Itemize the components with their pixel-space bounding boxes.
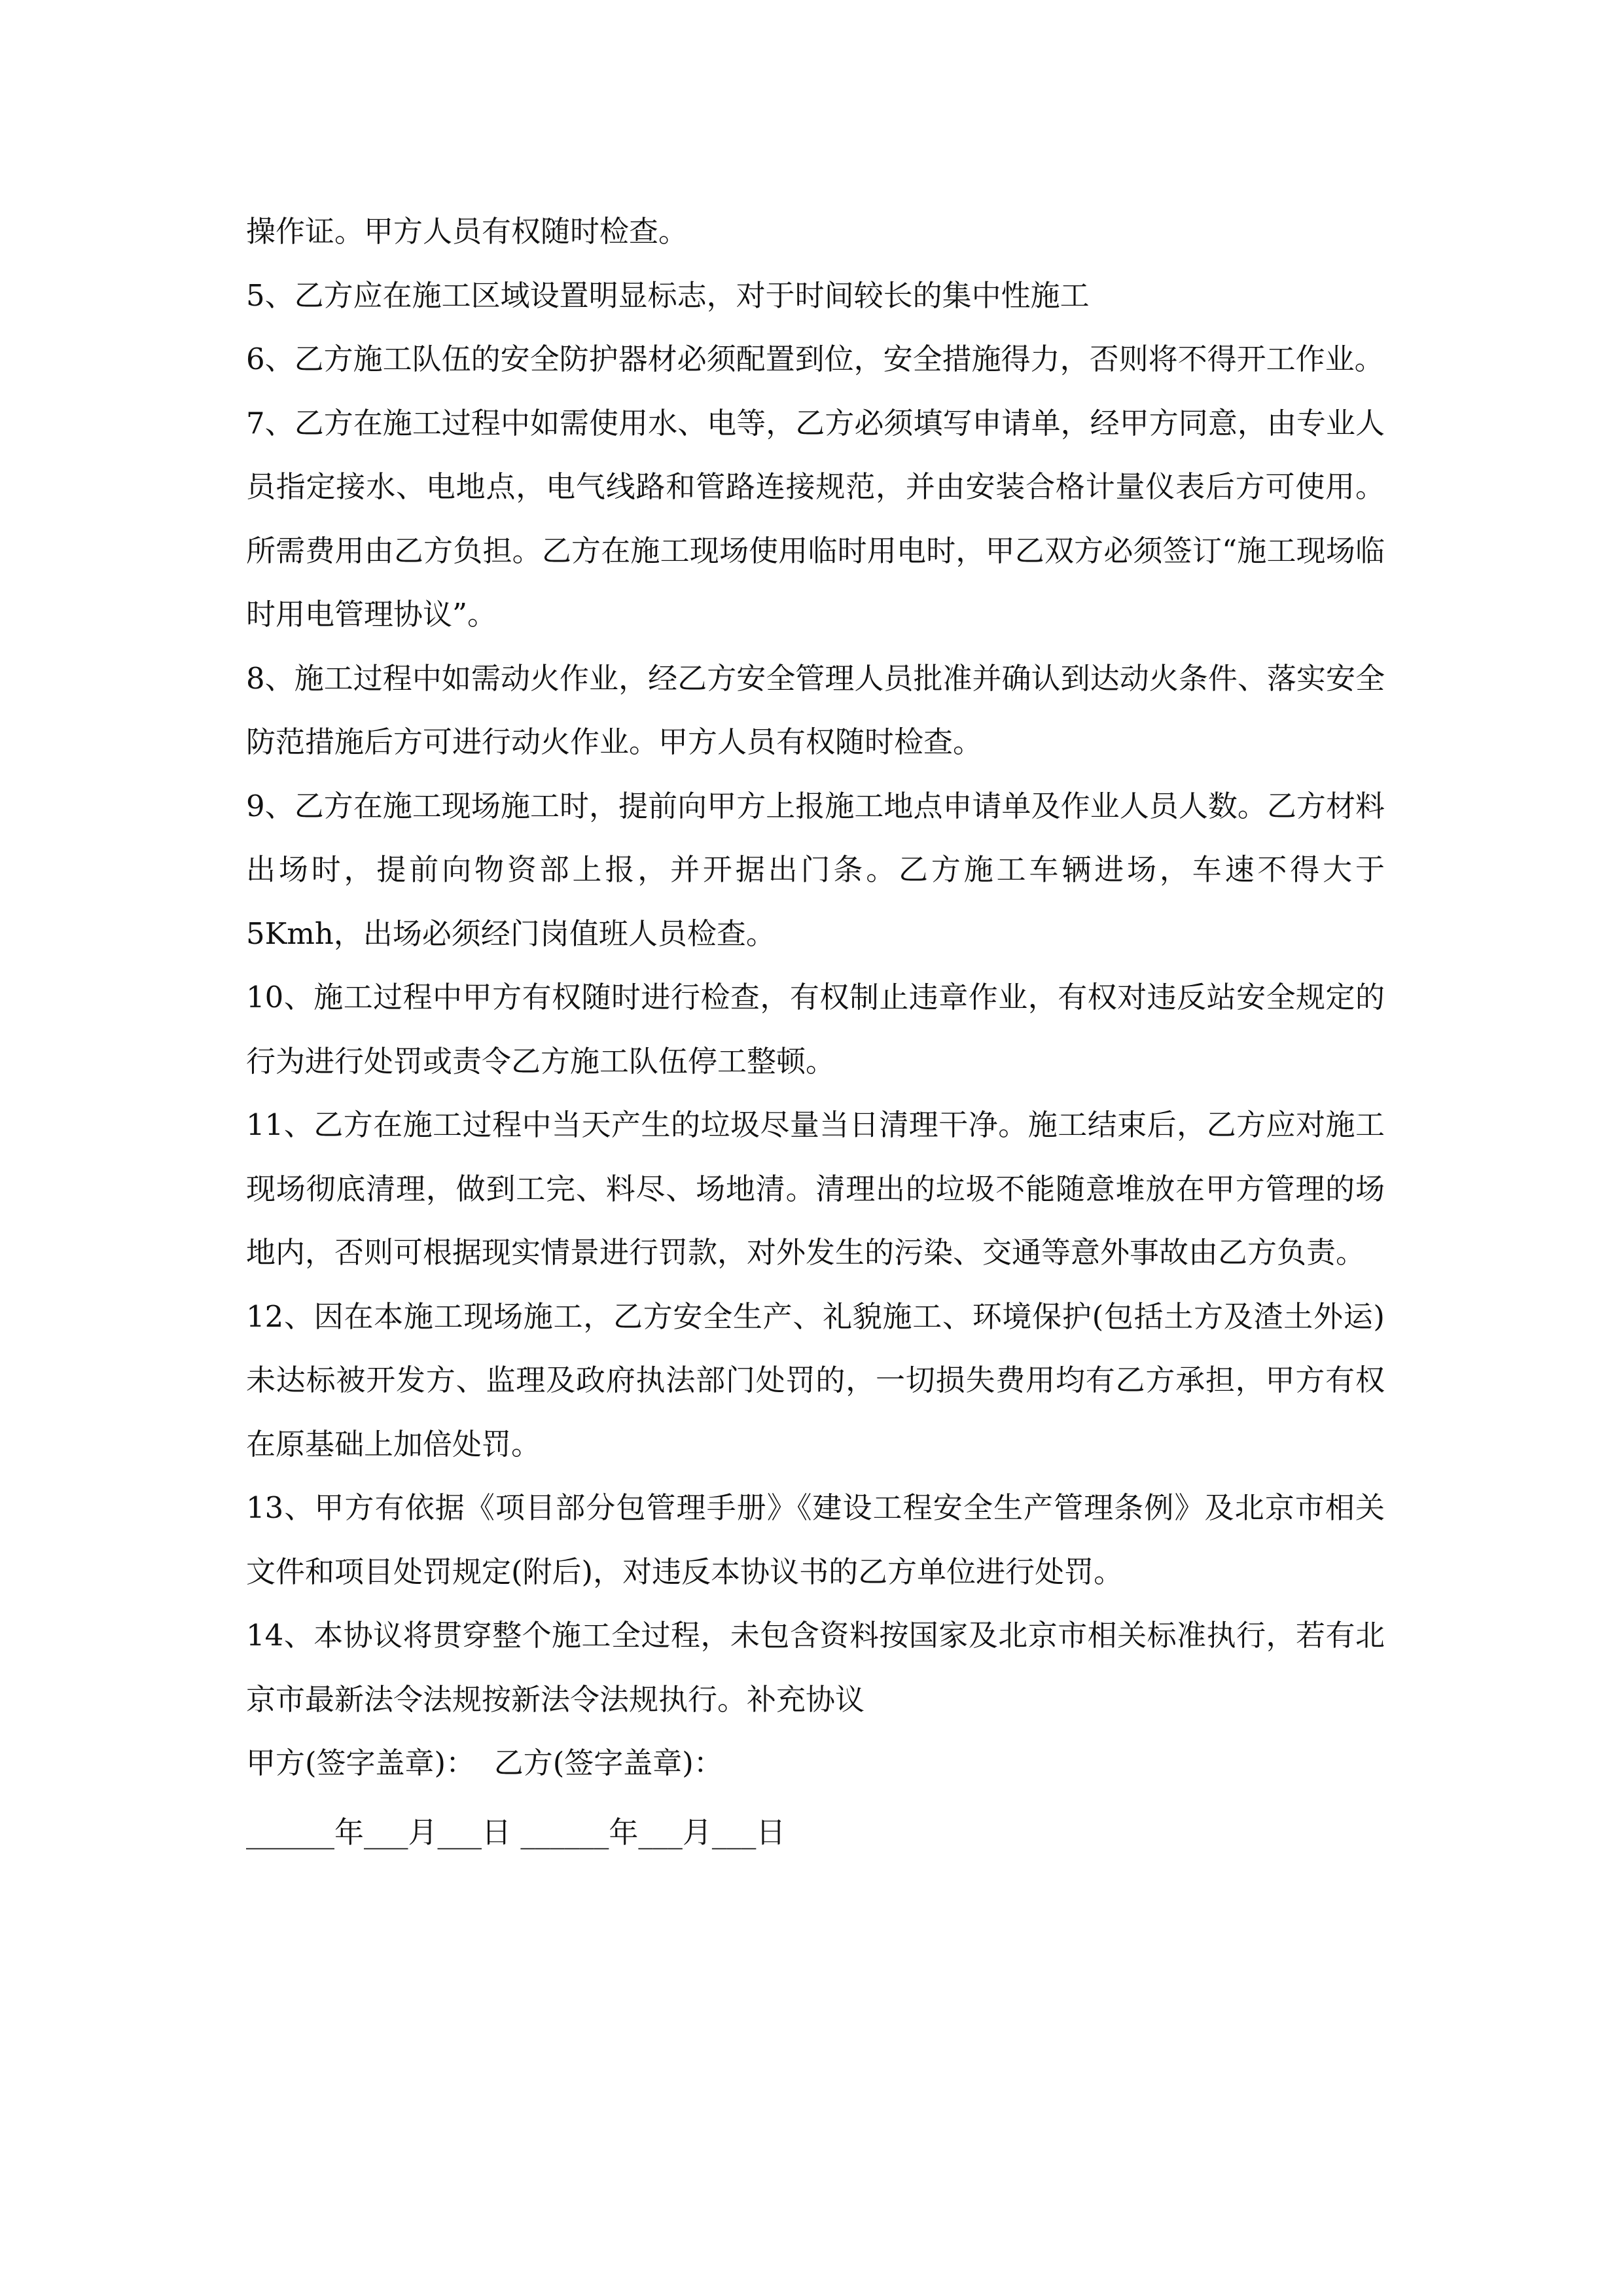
party-b-signature-label: 乙方(签字盖章)： [493, 1746, 723, 1780]
document-body [246, 200, 1385, 1864]
clause-11: 11、乙方在施工过程中当天产生的垃圾尽量当日清理干净。施工结束后，乙方应对施工现场彻底清理，做到工完、料尽、场地清。清理出的垃圾不能随意堆放在甲方管理的场地内，否则可根据现实情景进行罚款，对外发生的污染、交通等意外事故由乙方负责。 [246, 1107, 1385, 1270]
clause-5: 5、乙方应在施工区域设置明显标志，对于时间较长的集中性施工 [246, 278, 1090, 313]
clause-6: 6、乙方施工队伍的安全防护器材必须配置到位，安全措施得力，否则将不得开工作业。 [246, 342, 1384, 376]
party-a-date: ______年___月___日 [246, 1814, 512, 1850]
date-line [246, 1801, 1385, 1865]
party-a-signature-label: 甲方(签字盖章)： [246, 1746, 476, 1780]
clause-7: 7、乙方在施工过程中如需使用水、电等，乙方必须填写申请单，经甲方同意，由专业人员指定接水、电地点，电气线路和管路连接规范，并由安装合格计量仪表后方可使用。所需费用由乙方负担。乙方在施工现场使用临时用电时，甲乙双方必须签订“施工现场临时用电管理协议”。 [246, 405, 1385, 632]
party-b-date: ______年___月___日 [520, 1814, 786, 1850]
clause-10: 10、施工过程中甲方有权随时进行检查，有权制止违章作业，有权对违反站安全规定的行为进行处罚或责令乙方施工队伍停工整顿。 [246, 980, 1385, 1079]
clause-14: 14、本协议将贯穿整个施工全过程，未包含资料按国家及北京市相关标准执行，若有北京市最新法令法规按新法令法规执行。补充协议 [246, 1618, 1385, 1717]
clause-12: 12、因在本施工现场施工，乙方安全生产、礼貌施工、环境保护(包括土方及渣土外运)未达标被开发方、监理及政府执法部门处罚的，一切损失费用均有乙方承担，甲方有权在原基础上加倍处罚。 [246, 1299, 1385, 1462]
clause-9: 9、乙方在施工现场施工时，提前向甲方上报施工地点申请单及作业人员人数。乙方材料出场时，提前向物资部上报，并开据出门条。乙方施工车辆进场，车速不得大于5Kmh，出场必须经门岗值班人员检查。 [246, 788, 1385, 951]
paragraph-continuation: 操作证。甲方人员有权随时检查。 [246, 214, 688, 249]
clause-13: 13、甲方有依据《项目部分包管理手册》《建设工程安全生产管理条例》及北京市相关文件和项目处罚规定(附后)，对违反本协议书的乙方单位进行处罚。 [246, 1490, 1385, 1589]
clause-8: 8、施工过程中如需动火作业，经乙方安全管理人员批准并确认到达动火条件、落实安全防范措施后方可进行动火作业。甲方人员有权随时检查。 [246, 660, 1385, 759]
signature-line [246, 1731, 1385, 1795]
